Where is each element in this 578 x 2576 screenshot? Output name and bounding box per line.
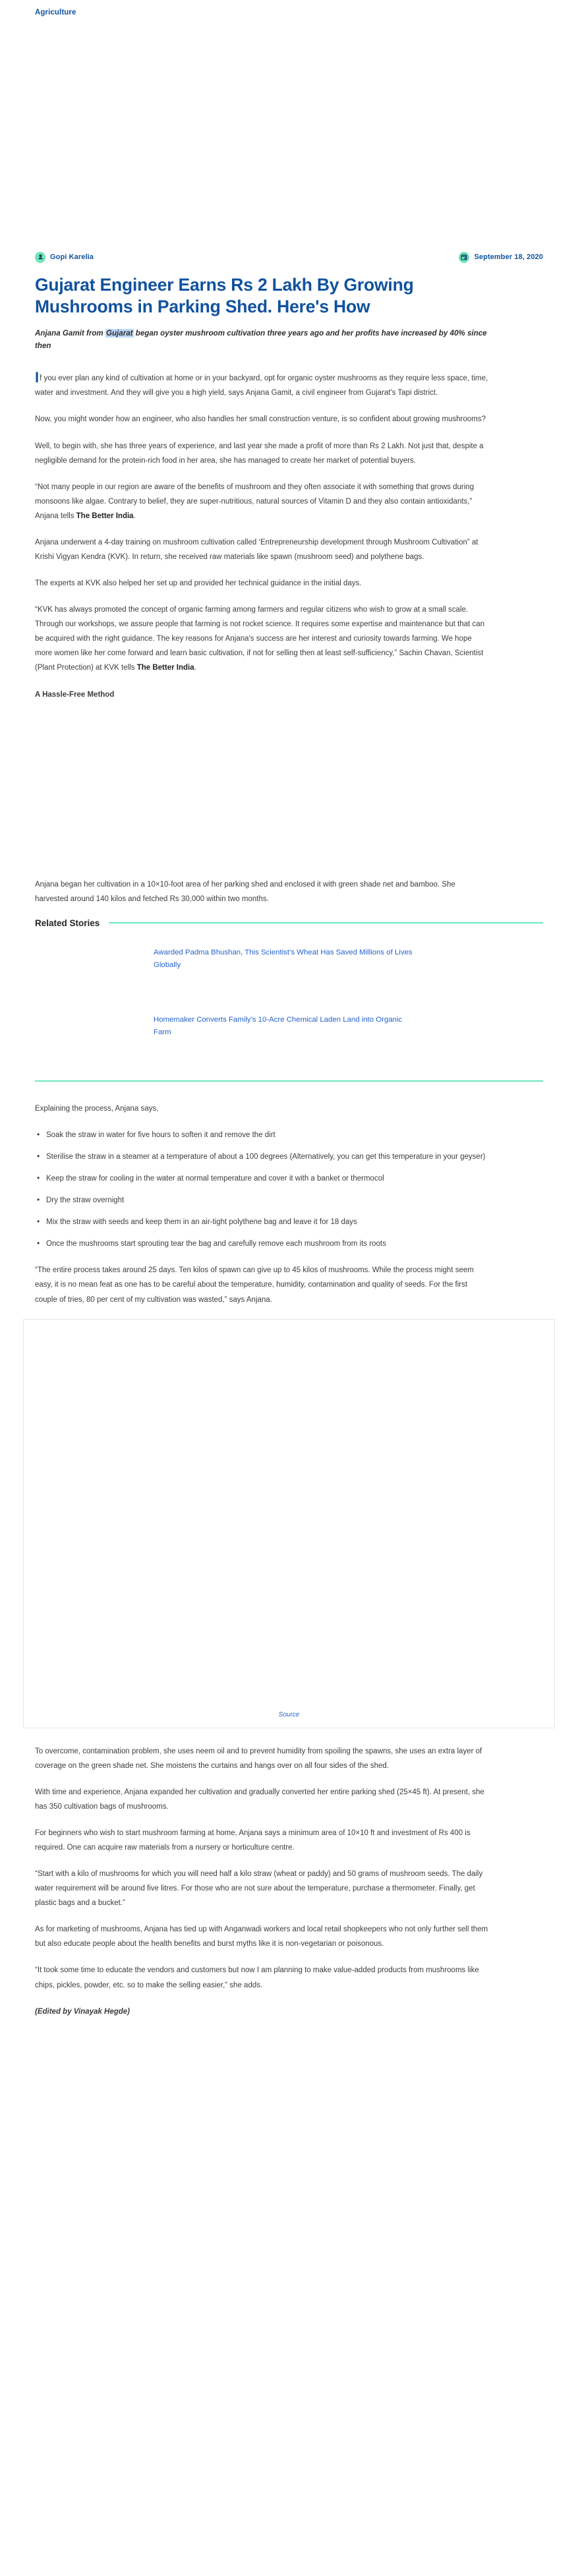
- list-item: • Dry the straw overnight: [46, 1193, 490, 1208]
- related-thumbnail: [35, 946, 154, 988]
- process-steps-list: [35, 1128, 490, 1251]
- list-item: • Once the mushrooms start sprouting tear the bag and carefully remove each mushroom from its roots: [46, 1237, 490, 1251]
- article-figure: [23, 1319, 555, 1728]
- paragraph-7-c: .: [194, 664, 196, 672]
- paragraph-11: To overcome, contamination problem, she uses neem oil and to prevent humidity from spoiling the spawns, she uses an extra layer of coverage on the green shade net. She moistens the curtains and hangs over on all four sides of the shed.: [35, 1747, 482, 1770]
- paragraph-14: “Start with a kilo of mushrooms for which you will need half a kilo straw (wheat or paddy) and 50 grams of mushroom seeds. The daily water requirement will be around five litres. For those who are not sure about the temperature, purchase a thermometer. Finally, get plastic bags and a bucket.”: [35, 1870, 483, 1908]
- article-body-continued: [35, 1101, 490, 1307]
- list-item: • Keep the straw for cooling in the water at normal temperature and cover it with a banket or thermocol: [46, 1171, 490, 1186]
- paragraph-1: [35, 371, 490, 400]
- related-item[interactable]: [35, 1013, 543, 1055]
- page-bottom-spacer: [0, 2031, 578, 2068]
- related-story-link[interactable]: Awarded Padma Bhushan, This Scientist’s Wheat Has Saved Millions of Lives Globally: [154, 948, 413, 970]
- related-stories-header: [35, 918, 543, 928]
- paragraph-8: Anjana began her cultivation in a 10×10-foot area of her parking shed and enclosed it with green shade net and bamboo. She harvested around 140 kilos and fetched Rs 30,000 within two months.: [35, 880, 455, 903]
- calendar-icon: [459, 252, 469, 263]
- paragraph-12: With time and experience, Anjana expanded her cultivation and gradually converted her entire parking shed (25×45 ft). At present, she has 350 cultivation bags of mushrooms.: [35, 1788, 484, 1811]
- list-item: • Soak the straw in water for five hours to soften it and remove the dirt: [46, 1128, 490, 1142]
- related-item[interactable]: [35, 946, 543, 988]
- related-stories-title: Related Stories: [35, 918, 100, 928]
- paragraph-7-a: “KVK has always promoted the concept of organic farming among farmers and regular citizens who wish to grow at a small scale. Through our workshops, we assure people that farming is not rocket science. It requires some expertise and maintenance but that can be acquired with the right guidance. The key reasons for Anjana's success are her interest and curiosity towards farming. We hope more women like her come forward and learn basic cultivation, if not for selling then at least self-sufficiency,” Sachin Chavan, Scientist (Plant Protection) at KVK tells: [35, 606, 485, 672]
- paragraph-6: The experts at KVK also helped her set up and provided her technical guidance in the initial days.: [35, 579, 362, 588]
- list-item: • Mix the straw with seeds and keep them in an air-tight polythene bag and leave it for 18 days: [46, 1215, 490, 1229]
- standfirst: [35, 328, 490, 353]
- related-thumbnail: [35, 1013, 154, 1055]
- standfirst-before: Anjana Gamit from: [35, 328, 105, 337]
- publication-name-2: The Better India: [136, 664, 194, 672]
- category-link[interactable]: Agriculture: [35, 9, 76, 16]
- related-story-link[interactable]: Homemaker Converts Family’s 10-Acre Chemical Laden Land into Organic Farm: [154, 1015, 403, 1037]
- user-badge-icon: [35, 252, 45, 263]
- editor-credit: (Edited by Vinayak Hegde): [35, 2007, 130, 2016]
- date-block: [459, 252, 543, 263]
- related-stories: [35, 918, 543, 1082]
- dropcap: I: [35, 369, 40, 386]
- figure-image-placeholder: [24, 1320, 554, 1711]
- publish-date: September 18, 2020: [474, 253, 543, 261]
- page-title: Gujarat Engineer Earns Rs 2 Lakh By Growing Mushrooms in Parking Shed. Here's How: [35, 275, 414, 317]
- category-wrap: [0, 0, 578, 18]
- publication-name: The Better India: [76, 512, 134, 520]
- section-subheading: A Hassle-Free Method: [35, 690, 115, 699]
- standfirst-after: began oyster mushroom cultivation three years ago and her profits have increased by 40% since then: [35, 328, 487, 350]
- list-item: • Sterilise the straw in a steamer at a temperature of about a 100 degrees (Alternatively, you can get this temperature in your geyser): [46, 1150, 490, 1164]
- paragraph-2: Now, you might wonder how an engineer, who also handles her small construction venture, is so confident about growing mushrooms?: [35, 415, 486, 424]
- byline: [35, 247, 543, 267]
- paragraph-16: “It took some time to educate the vendors and customers but now I am planning to make value-added products from mushrooms like chips, pickles, powder, etc. so to make the selling easier,” she adds.: [35, 1966, 479, 1989]
- paragraph-7: [35, 602, 490, 675]
- related-bottom-divider: [35, 1080, 543, 1082]
- inline-image-placeholder: [35, 714, 490, 877]
- author-name[interactable]: Gopi Karelia: [50, 253, 94, 261]
- hero-image-placeholder: [0, 18, 578, 247]
- paragraph-13: For beginners who wish to start mushroom farming at home, Anjana says a minimum area of 10×10 ft and investment of Rs 400 is required. One can acquire raw materials from a nursery or horticulture centre.: [35, 1829, 471, 1852]
- paragraph-4-c: .: [133, 512, 136, 520]
- figure-caption: [24, 1711, 554, 1728]
- paragraph-10: “The entire process takes around 25 days. Ten kilos of spawn can give up to 45 kilos of mushrooms. While the process might seem easy, it is no mean feat as one has to be careful about the temperature, humidity, contamination and quality of seeds. For the first couple of tries, 80 per cent of my cultivation was wasted,” says Anjana.: [35, 1266, 474, 1304]
- paragraph-5: Anjana underwent a 4-day training on mushroom cultivation called ‘Entrepreneurship development through Mushroom Cultivation” at Krishi Vigyan Kendra (KVK). In return, she received raw materials like spawn (mushroom seed) and polythene bags.: [35, 538, 478, 562]
- paragraph-3: Well, to begin with, she has three years of experience, and last year she made a profit of more than Rs 2 Lakh. Not just that, despite a negligible demand for the protein-rich food in her area, she has managed to create her market of potential buyers.: [35, 442, 484, 465]
- related-divider: [109, 922, 543, 923]
- source-link[interactable]: Source: [278, 1711, 300, 1718]
- paragraph-1-text: f you ever plan any kind of cultivation at home or in your backyard, opt for organic oyster mushrooms as they require less space, time, water and investment. And they will give you a high yield, says Anjana Gamit, a civil engineer from Gujarat's Tapi district.: [35, 374, 488, 397]
- author-block[interactable]: [35, 252, 94, 263]
- paragraph-4: [35, 480, 490, 523]
- paragraph-4-a: “Not many people in our region are aware of the benefits of mushroom and they often associate it with something that grows during monsoons like algae. Contrary to belief, they are super-nutritious, natural sources of Vitamin D and they also contain antioxidants,” Anjana tells: [35, 483, 475, 520]
- article-body-end: [35, 1744, 490, 2019]
- paragraph-15: As for marketing of mushrooms, Anjana has tied up with Anganwadi workers and local retail shopkeepers who not only further sell them but also educate people about the health benefits and burst myths like it is non-vegetarian or poisonous.: [35, 1925, 488, 1948]
- paragraph-9: Explaining the process, Anjana says,: [35, 1104, 159, 1113]
- standfirst-highlight: Gujarat: [105, 328, 133, 337]
- article-body: [35, 371, 490, 906]
